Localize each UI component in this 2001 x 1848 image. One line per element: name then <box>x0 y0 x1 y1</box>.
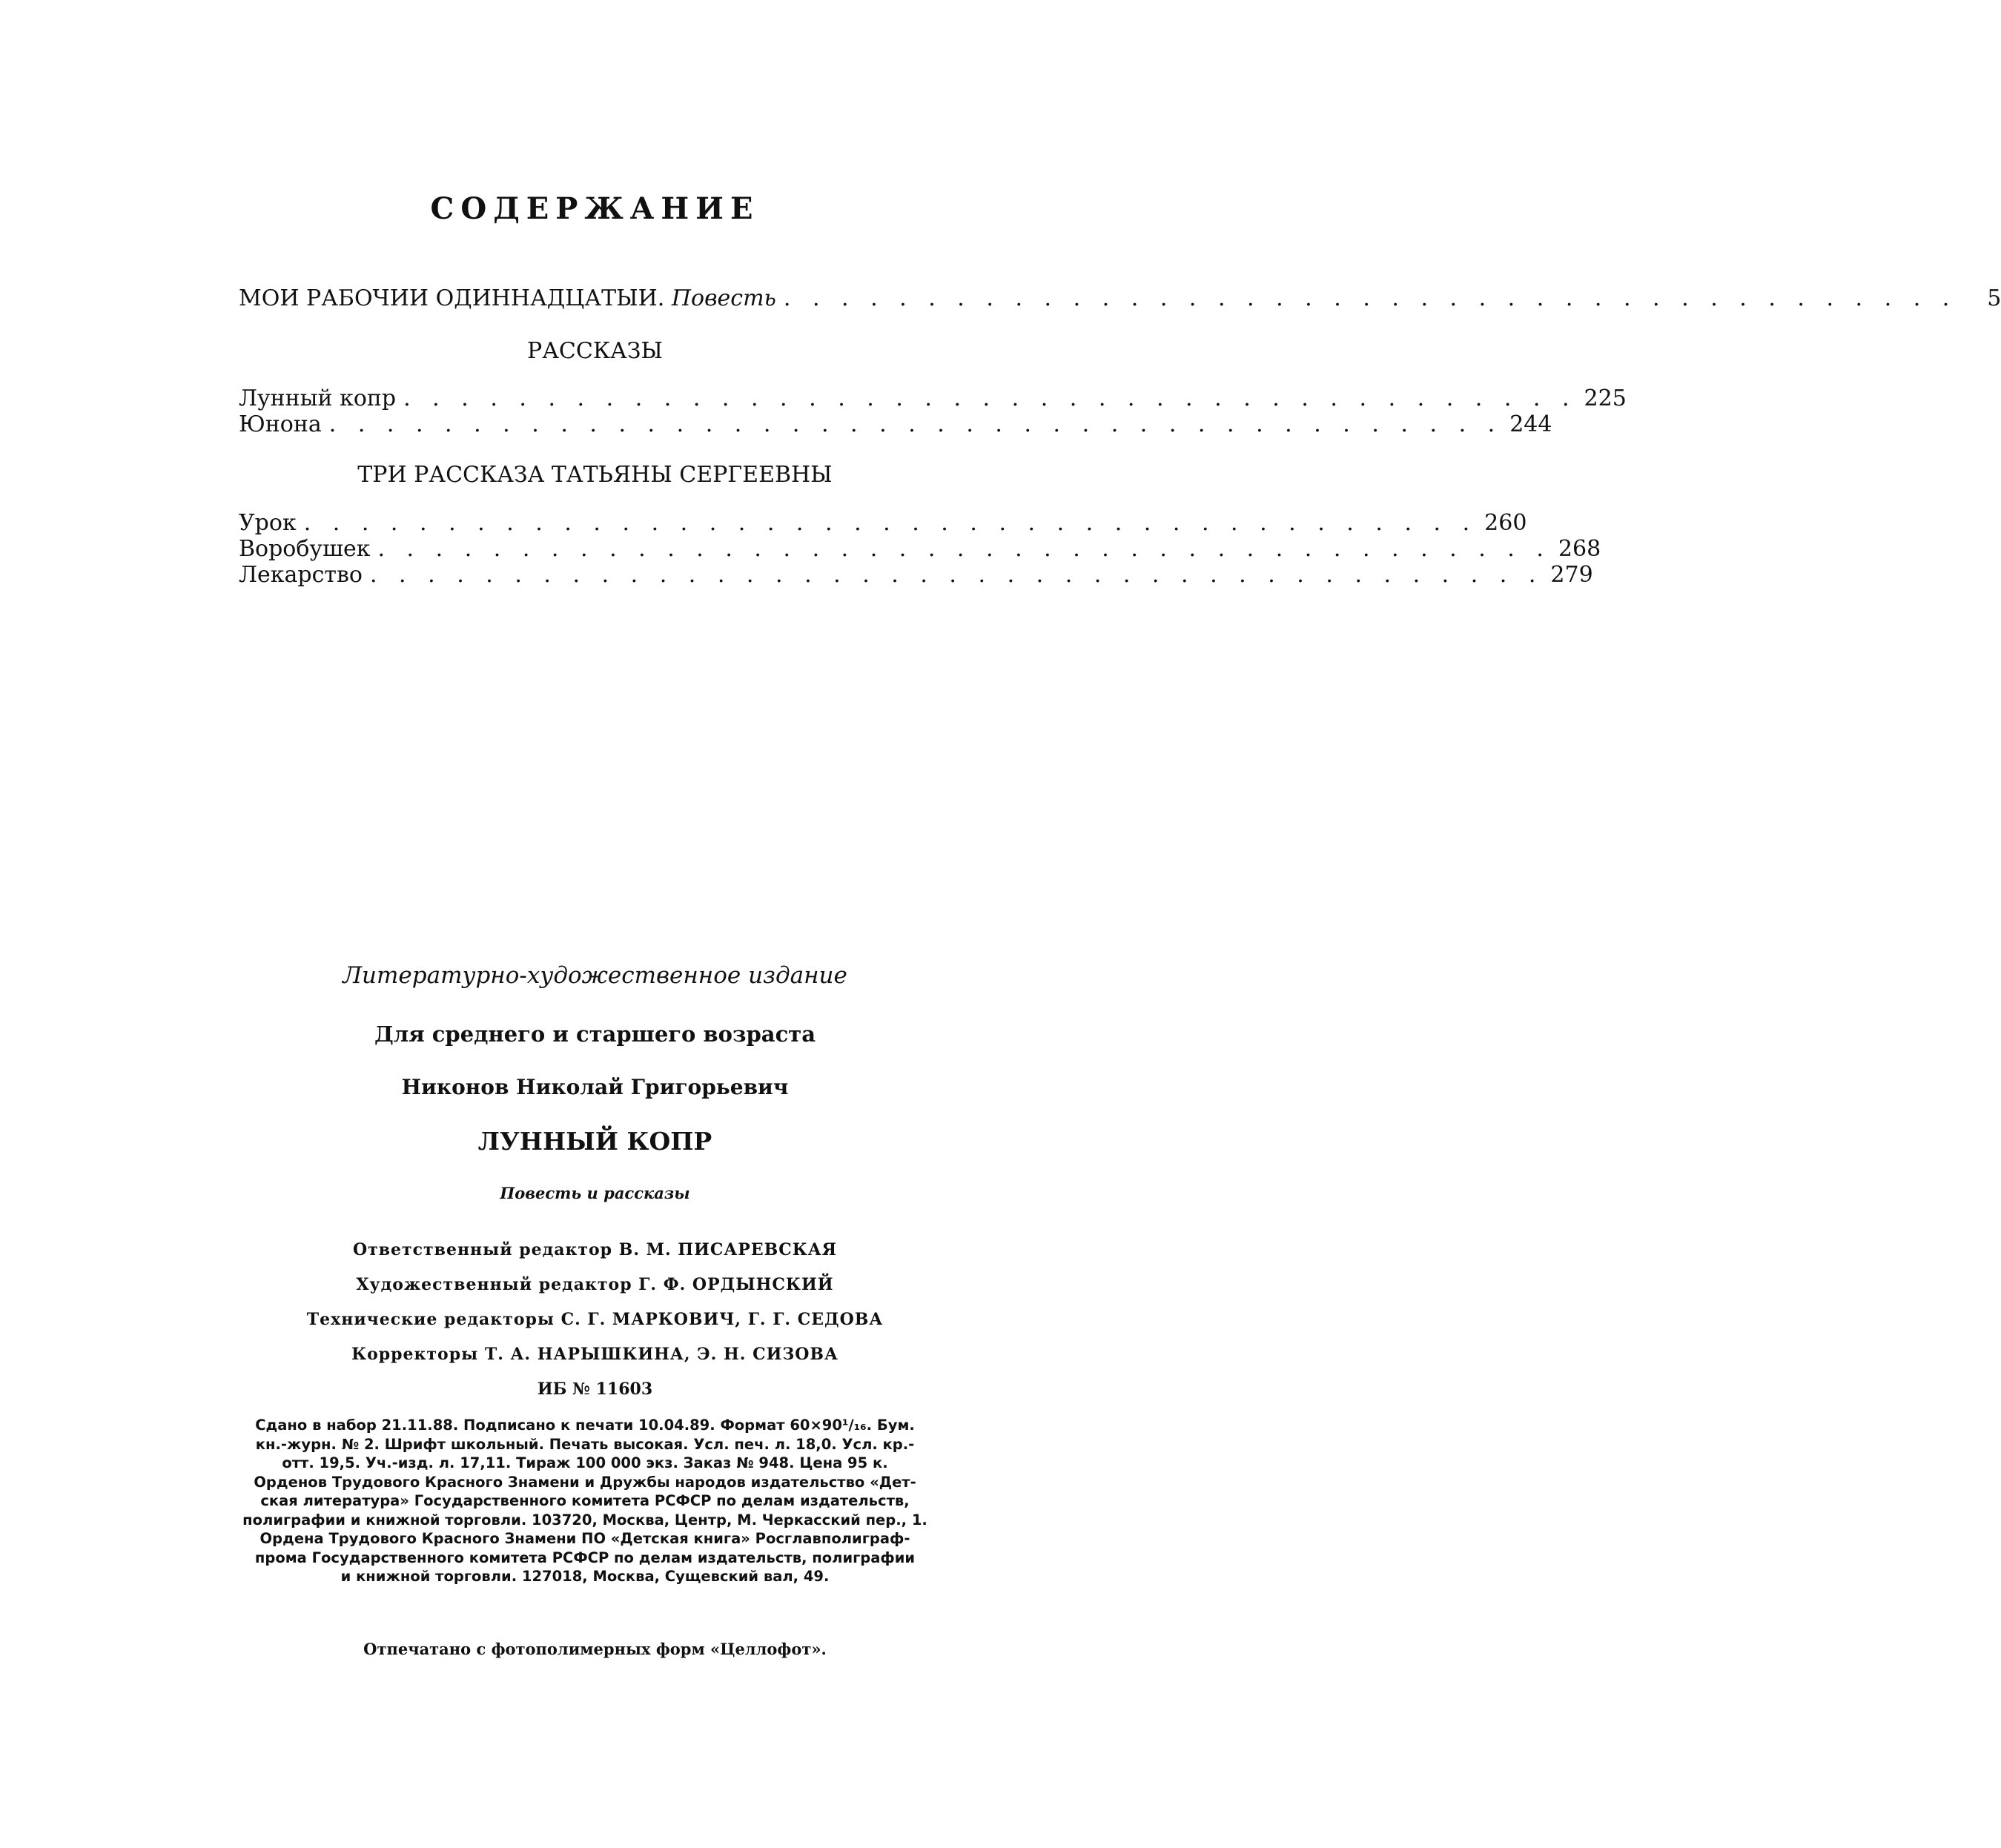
toc-main-entry <box>239 285 2001 311</box>
toc-row <box>239 385 1627 411</box>
toc-entry-title: Юнона <box>239 411 322 437</box>
leader-dots: . . . . . . . . . . . . . . . . . . . . . . . . . . . . . . . . . . . . . . . . . <box>328 411 1503 437</box>
ib-number: ИБ № 11603 <box>537 1380 653 1399</box>
toc-row <box>239 510 1527 536</box>
printed-note: Отпечатано с фотополимерных форм «Целлофот». <box>363 1640 827 1658</box>
toc-entry-title: Лекарство <box>239 562 363 588</box>
credit-line: Корректоры Т. А. НАРЫШКИНА, Э. Н. СИЗОВА <box>351 1345 839 1364</box>
toc-section-list <box>239 385 1627 437</box>
leader-dots: . . . . . . . . . . . . . . . . . . . . . . . . . . . . . . . . . . . . . . . . . <box>303 510 1478 536</box>
toc-title: СОДЕРЖАНИЕ <box>430 191 760 226</box>
toc-page-number: 225 <box>1584 385 1627 411</box>
toc-page-number: 268 <box>1558 536 1601 562</box>
toc-section-heading: РАССКАЗЫ <box>527 338 663 364</box>
toc-row <box>239 536 1601 562</box>
toc-entry-title: Урок <box>239 510 297 536</box>
colophon-line: Сдано в набор 21.11.88. Подписано к печати 10.04.89. Формат 60×90¹/₁₆. Бум. <box>255 1417 915 1434</box>
colophon-line: кн.-журн. № 2. Шрифт школьный. Печать высокая. Усл. печ. л. 18,0. Усл. кр.- <box>255 1435 915 1453</box>
toc-row <box>239 285 2001 311</box>
book-subtitle: Повесть и рассказы <box>500 1184 690 1202</box>
toc-section-heading: ТРИ РАССКАЗА ТАТЬЯНЫ СЕРГЕЕВНЫ <box>357 462 833 488</box>
colophon-line: ская литература» Государственного комитета РСФСР по делам издательств, <box>260 1492 910 1509</box>
toc-entry-title: МОИ РАБОЧИИ ОДИННАДЦАТЫИ. <box>239 285 665 311</box>
toc-page-number: 279 <box>1550 562 1593 588</box>
toc-section-list <box>239 510 1601 588</box>
book-title: ЛУННЫЙ КОПР <box>477 1127 712 1156</box>
toc-page-number: 244 <box>1509 411 1552 437</box>
author-name: Никонов Николай Григорьевич <box>401 1075 789 1099</box>
edition-type: Литературно-художественное издание <box>343 962 847 989</box>
toc-row <box>239 411 1552 437</box>
leader-dots: . . . . . . . . . . . . . . . . . . . . . . . . . . . . . . . . . . . . . . . . . <box>403 385 1577 411</box>
credit-line: Ответственный редактор В. М. ПИСАРЕВСКАЯ <box>352 1240 838 1259</box>
colophon-line: отт. 19,5. Уч.-изд. л. 17,11. Тираж 100 000 экз. Заказ № 948. Цена 95 к. <box>282 1454 888 1471</box>
toc-entry-genre: Повесть <box>671 285 776 311</box>
toc-entry-title: Воробушек <box>239 536 371 562</box>
colophon <box>191 1416 979 1586</box>
colophon-line: Орденов Трудового Красного Знамени и Дружбы народов издательство «Дет- <box>254 1473 916 1491</box>
toc-page-number: 260 <box>1484 510 1527 536</box>
audience-note: Для среднего и старшего возраста <box>374 1021 816 1047</box>
leader-dots: . . . . . . . . . . . . . . . . . . . . . . . . . . . . . . . . . . . . . . . . . <box>783 285 1957 311</box>
colophon-line: полиграфии и книжной торговли. 103720, Москва, Центр, М. Черкасский пер., 1. <box>242 1511 927 1529</box>
leader-dots: . . . . . . . . . . . . . . . . . . . . . . . . . . . . . . . . . . . . . . . . . <box>369 562 1544 588</box>
colophon-line: и книжной торговли. 127018, Москва, Сущевский вал, 49. <box>340 1568 830 1585</box>
toc-page-number: 5 <box>1987 285 2001 311</box>
toc-row <box>239 562 1593 588</box>
leader-dots: . . . . . . . . . . . . . . . . . . . . . . . . . . . . . . . . . . . . . . . . . <box>377 536 1551 562</box>
colophon-line: прома Государственного комитета РСФСР по делам издательств, полиграфии <box>254 1549 916 1566</box>
colophon-line: Ордена Трудового Красного Знамени ПО «Детская книга» Росглавполиграф- <box>259 1530 910 1547</box>
credit-line: Художественный редактор Г. Ф. ОРДЫНСКИЙ <box>356 1275 834 1294</box>
credit-line: Технические редакторы С. Г. МАРКОВИЧ, Г. Г. СЕДОВА <box>306 1310 884 1329</box>
toc-entry-title: Лунный копр <box>239 385 397 411</box>
